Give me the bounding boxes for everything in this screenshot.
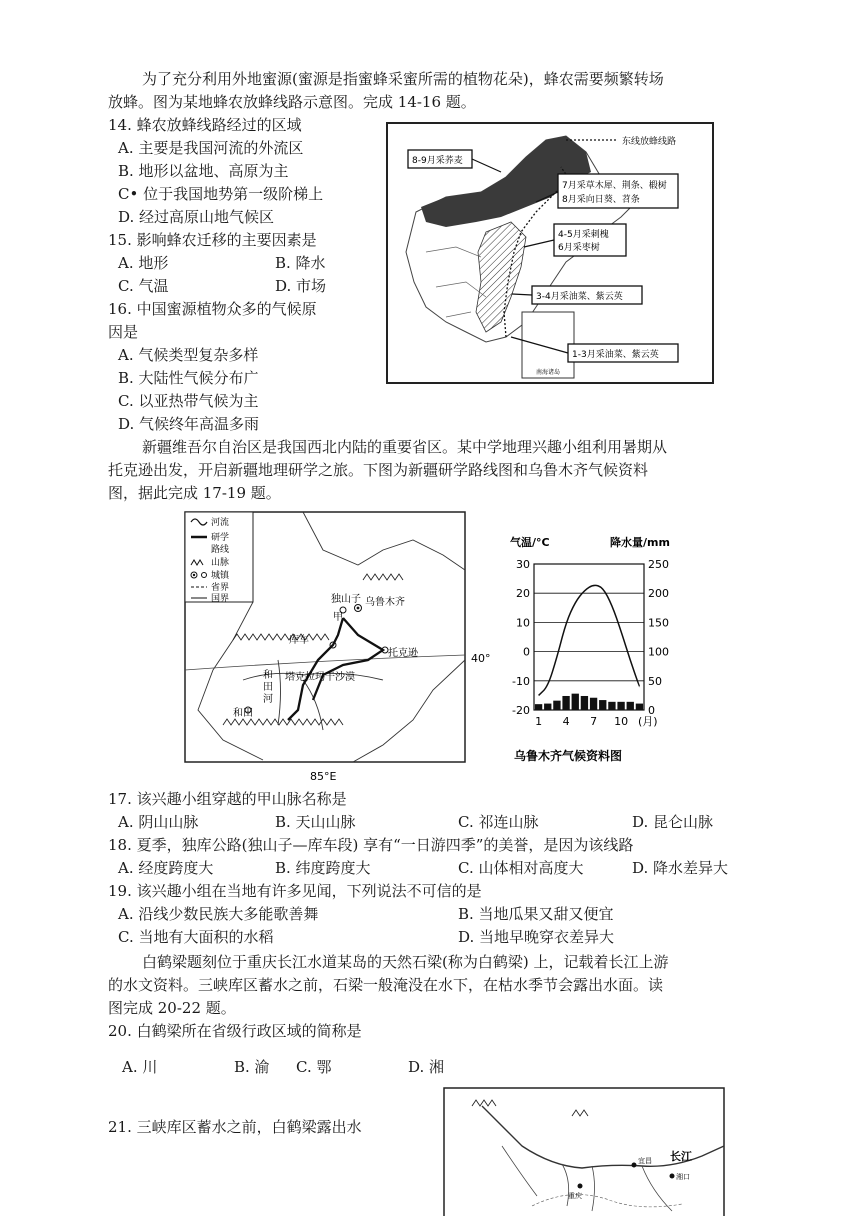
question-20-option-c: C. 鄂 (296, 1058, 332, 1076)
question-18-option-a: A. 经度跨度大 (118, 859, 214, 877)
map1-inset-label: 南海诸岛 (536, 369, 561, 376)
map2-place-tian: 田 (263, 682, 273, 693)
map2-legend-study: 研学 (211, 533, 230, 543)
intro-paragraph-1-line-2: 放蜂。图为某地蜂农放蜂线路示意图。完成 14-16 题。 (108, 93, 476, 111)
question-14-stem: 14. 蜂农放蜂线路经过的区域 (108, 116, 302, 134)
question-15-option-c: C. 气温 (118, 277, 169, 295)
map2-place-toksun: 托克逊 (388, 648, 418, 659)
chart-plot-frame (534, 564, 644, 710)
question-15-stem: 15. 影响蜂农迁移的主要因素是 (108, 231, 317, 249)
question-16-stem-line-1: 16. 中国蜜源植物众多的气候原 (108, 300, 317, 318)
question-20-stem: 20. 白鹤梁所在省级行政区域的简称是 (108, 1022, 362, 1040)
chart-x-tick-label: 7 (590, 715, 598, 728)
precipitation-bar (544, 704, 551, 710)
yangtze-map (442, 1086, 726, 1216)
temperature-curve (539, 585, 640, 695)
map1-label-march-april: 3-4月采油菜、紫云英 (536, 292, 623, 302)
precipitation-bar (572, 694, 579, 710)
question-17-stem: 17. 该兴趣小组穿越的甲山脉名称是 (108, 790, 347, 808)
question-14-option-d: D. 经过高原山地气候区 (118, 208, 275, 226)
map2-legend-border: 国界 (211, 594, 230, 604)
intro-paragraph-1-line-1: 为了充分利用外地蜜源(蜜源是指蜜蜂采蜜所需的植物花朵)，蜂农需要频繁转场 (142, 70, 664, 88)
urumqi-climate-chart (498, 534, 688, 766)
precipitation-bar (627, 702, 634, 710)
intro-paragraph-2-line-2: 托克逊出发，开启新疆地理研学之旅。下图为新疆研学路线图和乌鲁木齐气候资料 (108, 461, 649, 479)
chart-left-tick-label: 0 (523, 645, 530, 659)
precipitation-bar (590, 698, 597, 710)
precipitation-bar (608, 702, 615, 710)
precipitation-bar (553, 701, 560, 710)
xinjiang-route-map (183, 510, 498, 782)
map2-latitude-label: 40° (471, 652, 491, 665)
map3-label-xiangkou: 湘口 (676, 1173, 690, 1181)
question-15-option-a: A. 地形 (118, 254, 169, 272)
map1-label-august: 8月采向日葵、苕条 (562, 195, 640, 205)
map2-legend-river: 河流 (211, 518, 230, 528)
question-14-option-c: C• 位于我国地势第一级阶梯上 (118, 185, 324, 203)
chart-right-tick-label: 200 (648, 587, 669, 601)
map1-label-june: 6月采枣树 (558, 243, 600, 253)
question-20-option-a: A. 川 (122, 1058, 158, 1076)
question-15-option-d: D. 市场 (275, 277, 327, 295)
question-19-option-d: D. 当地早晚穿衣差异大 (458, 928, 615, 946)
map2-place-river: 河 (263, 694, 273, 705)
question-16-option-c: C. 以亚热带气候为主 (118, 392, 259, 410)
chart-right-tick-label: 50 (648, 674, 662, 688)
intro-paragraph-3-line-2: 的水文资料。三峡库区蓄水之前，石梁一般淹没在水下，在枯水季节会露出水面。读 (108, 976, 664, 994)
map1-label-buckwheat: 8-9月采荞麦 (412, 156, 463, 166)
question-14-option-a: A. 主要是我国河流的外流区 (118, 139, 304, 157)
map2-place-kuqa: 库车 (289, 635, 309, 646)
map2-place-taklimakan: 塔克拉玛干沙漠 (285, 672, 355, 683)
question-16-stem-line-2: 因是 (108, 323, 139, 341)
precipitation-bar (599, 700, 606, 710)
chart-x-tick-label: 10 (614, 715, 629, 728)
question-18-option-b: B. 纬度跨度大 (275, 859, 371, 877)
map1-legend-route: 东线放蜂线路 (622, 137, 677, 147)
chart-title: 乌鲁木齐气候资料图 (514, 749, 623, 763)
chart-right-tick-label: 100 (648, 645, 669, 659)
question-17-option-a: A. 阴山山脉 (118, 813, 199, 831)
map2-place-jia: 甲 (333, 612, 343, 623)
map2-place-dushanzi: 独山子 (331, 594, 361, 605)
precipitation-bar (535, 704, 542, 710)
map1-label-jan-march: 1-3月采油菜、紫云英 (572, 350, 659, 360)
question-19-option-b: B. 当地瓜果又甜又便宜 (458, 905, 614, 923)
intro-paragraph-3-line-1: 白鹤梁题刻位于重庆长江水道某岛的天然石梁(称为白鹤梁) 上，记载着长江上游 (142, 953, 669, 971)
chart-x-tick-label: 4 (562, 715, 570, 728)
chart-left-tick-label: 20 (516, 587, 530, 601)
map3-label-chongqing: 重庆 (568, 1192, 582, 1200)
question-19-option-c: C. 当地有大面积的水稻 (118, 928, 274, 946)
map2-place-urumqi: 乌鲁木齐 (365, 597, 405, 608)
bee-route-map (386, 122, 714, 384)
precipitation-bar (636, 704, 643, 710)
map2-legend-route: 路线 (211, 545, 230, 555)
question-16-option-a: A. 气候类型复杂多样 (118, 346, 259, 364)
question-17-option-c: C. 祁连山脉 (458, 813, 539, 831)
question-16-option-b: B. 大陆性气候分布广 (118, 369, 259, 387)
question-14-option-b: B. 地形以盆地、高原为主 (118, 162, 289, 180)
map1-label-april-may: 4-5月采刺槐 (558, 230, 609, 240)
question-17-option-b: B. 天山山脉 (275, 813, 356, 831)
question-21-stem: 21. 三峡库区蓄水之前，白鹤梁露出水 (108, 1118, 362, 1136)
map2-place-he: 和 (263, 670, 273, 681)
map3-label-changjiang: 长江 (670, 1150, 692, 1163)
question-19-stem: 19. 该兴趣小组在当地有许多见闻，下列说法不可信的是 (108, 882, 482, 900)
chart-left-axis-label: 气温/°C (510, 536, 550, 549)
chart-left-tick-label: -20 (512, 704, 530, 717)
map2-place-hotan: 和田 (233, 708, 253, 719)
chart-left-tick-label: -10 (512, 674, 530, 688)
question-18-stem: 18. 夏季，独库公路(独山子—库车段) 享有“一日游四季”的美誉，是因为该线路 (108, 836, 634, 854)
chart-right-tick-label: 0 (648, 704, 655, 717)
question-18-option-c: C. 山体相对高度大 (458, 859, 584, 877)
chart-left-tick-label: 30 (516, 558, 530, 571)
intro-paragraph-3-line-3: 图完成 20-22 题。 (108, 999, 236, 1017)
map2-legend-province: 省界 (211, 583, 230, 593)
chart-x-unit: (月) (638, 715, 658, 728)
question-20-option-d: D. 湘 (408, 1058, 445, 1076)
map1-label-july: 7月采草木犀、荆条、椴树 (562, 181, 667, 191)
intro-paragraph-2-line-1: 新疆维吾尔自治区是我国西北内陆的重要省区。某中学地理兴趣小组利用暑期从 (142, 438, 668, 456)
chart-right-tick-label: 250 (648, 558, 669, 571)
question-15-option-b: B. 降水 (275, 254, 326, 272)
map3-label-yichang: 宜昌 (638, 1157, 652, 1165)
map2-legend-mountain: 山脉 (211, 558, 230, 568)
question-18-option-d: D. 降水差异大 (632, 859, 729, 877)
precipitation-bar (581, 696, 588, 710)
chart-left-tick-label: 10 (516, 616, 530, 630)
question-16-option-d: D. 气候终年高温多雨 (118, 415, 260, 433)
question-17-option-d: D. 昆仑山脉 (632, 813, 714, 831)
map2-longitude-label: 85°E (310, 770, 337, 782)
chart-x-tick-label: 1 (535, 715, 543, 728)
map2-legend-town: 城镇 (211, 571, 230, 581)
precipitation-bar (617, 702, 624, 710)
question-19-option-a: A. 沿线少数民族大多能歌善舞 (118, 905, 319, 923)
question-20-option-b: B. 渝 (234, 1058, 270, 1076)
precipitation-bar (562, 696, 569, 710)
intro-paragraph-2-line-3: 图，据此完成 17-19 题。 (108, 484, 281, 502)
chart-right-axis-label: 降水量/mm (610, 536, 670, 549)
chart-right-tick-label: 150 (648, 616, 669, 630)
